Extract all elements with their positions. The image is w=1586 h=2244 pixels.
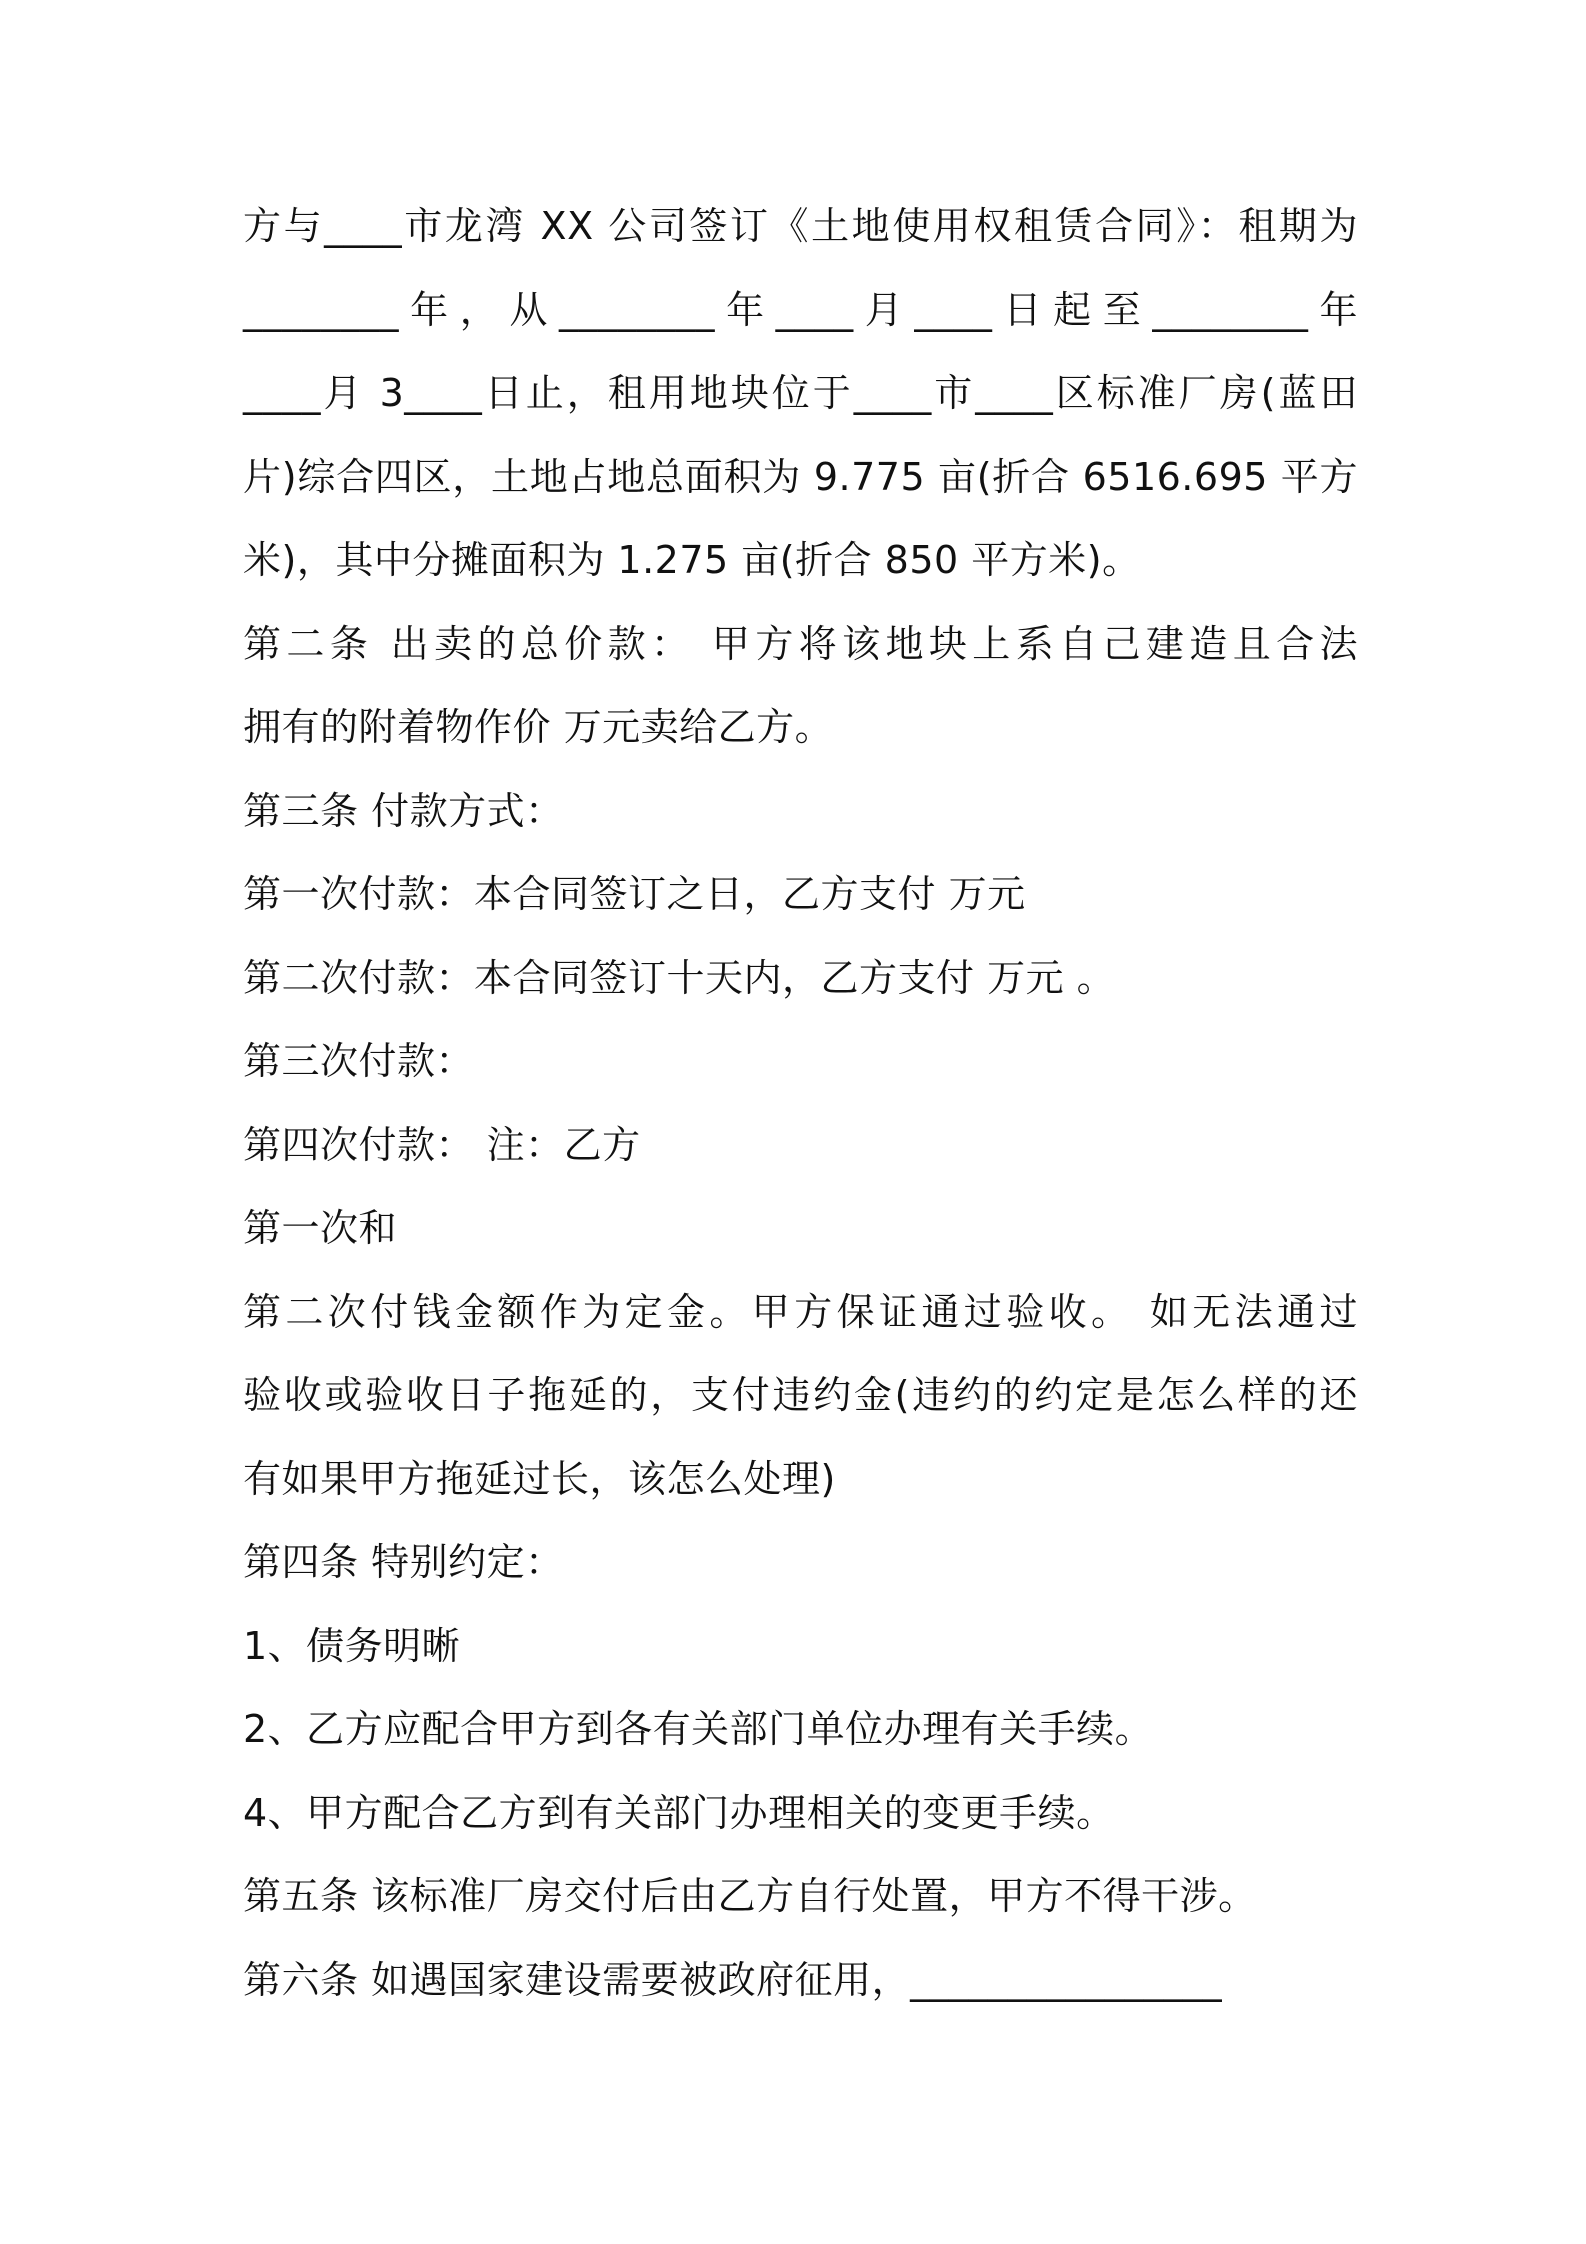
text-line-1: 方与____市龙湾 XX 公司签订《土地使用权租赁合同》：租期为 <box>243 204 1358 248</box>
special-item-1: 1、债务明晰 <box>243 1623 461 1668</box>
text-line-13: 第一次和 <box>243 1206 398 1250</box>
text-line-5: 米)，其中分摊面积为 1.275 亩(折合 850 平方米)。 <box>243 538 1141 582</box>
text-line-3: ____月 3____日止，租用地块位于____市____区标准厂房(蓝田 <box>243 371 1358 415</box>
article-6: 第六条 如遇国家建设需要被政府征用，________________ <box>243 1957 1223 2002</box>
article-2-heading: 第二条 出卖的总价款： 甲方将该地块上系自己建造且合法 <box>243 621 1358 666</box>
text-line-15: 验收或验收日子拖延的，支付违约金(违约的约定是怎么样的还 <box>243 1373 1358 1417</box>
payment-3: 第三次付款： <box>243 1039 475 1083</box>
payment-1: 第一次付款：本合同签订之日，乙方支付 万元 <box>243 872 1026 916</box>
text-line-16: 有如果甲方拖延过长，该怎么处理) <box>243 1456 836 1501</box>
text-line-2: ________年，从________年____月____日起至________年 <box>243 287 1358 332</box>
payment-4: 第四次付款： 注：乙方 <box>243 1122 641 1167</box>
article-4-heading: 第四条 特别约定： <box>243 1540 564 1584</box>
special-item-2: 2、乙方应配合甲方到各有关部门单位办理有关手续。 <box>243 1707 1154 1751</box>
text-line-14: 第二次付钱金额作为定金。甲方保证通过验收。 如无法通过 <box>243 1289 1358 1334</box>
text-line-7: 拥有的附着物作价 万元卖给乙方。 <box>243 705 834 749</box>
article-3-heading: 第三条 付款方式： <box>243 788 564 833</box>
contract-text <box>243 185 1358 2022</box>
payment-2: 第二次付款：本合同签订十天内，乙方支付 万元 。 <box>243 955 1116 1000</box>
text-line-4: 片)综合四区，土地占地总面积为 9.775 亩(折合 6516.695 平方 <box>243 454 1358 499</box>
special-item-4: 4、甲方配合乙方到有关部门办理相关的变更手续。 <box>243 1790 1115 1835</box>
article-5: 第五条 该标准厂房交付后由乙方自行处置，甲方不得干涉。 <box>243 1874 1257 1918</box>
